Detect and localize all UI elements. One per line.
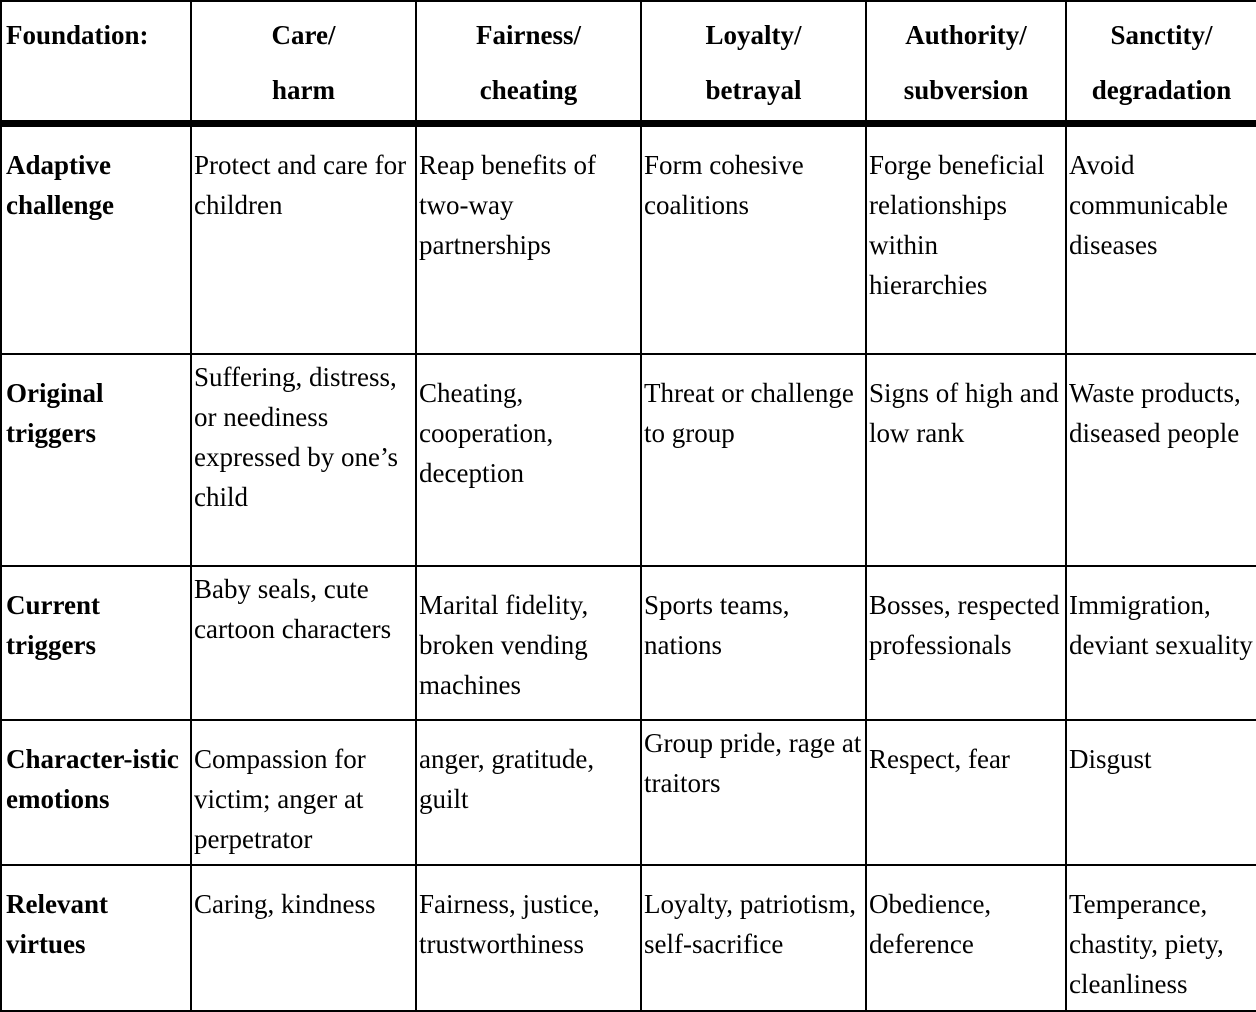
table-row-relevant-virtues (1, 865, 1256, 1011)
table-cell: Disgust (1066, 720, 1256, 865)
table-cell: Loyalty, patriotism, self-sacrifice (641, 865, 866, 1011)
header-foundation-label: Foundation: (1, 1, 191, 123)
table-cell: Reap benefits of two-way partnerships (416, 123, 641, 354)
table-cell: Fairness, justice, trustworthiness (416, 865, 641, 1011)
header-line-2: betrayal (705, 75, 802, 105)
header-authority-subversion (866, 1, 1066, 123)
table-body (1, 123, 1256, 1011)
table-cell: Waste products, diseased people (1066, 354, 1256, 566)
row-label: Relevant virtues (1, 865, 191, 1011)
table-cell: Protect and care for children (191, 123, 416, 354)
table-cell: Temperance, chastity, piety, cleanliness (1066, 865, 1256, 1011)
table-cell: Obedience, deference (866, 865, 1066, 1011)
table-cell: Immigration, deviant sexuality (1066, 566, 1256, 720)
table-cell: Marital fidelity, broken vending machines (416, 566, 641, 720)
header-loyalty-betrayal (641, 1, 866, 123)
table-row-characteristic-emotions (1, 720, 1256, 865)
table-cell: Compassion for victim; anger at perpetrator (191, 720, 416, 865)
table-cell: Baby seals, cute cartoon characters (191, 566, 416, 720)
header-line-2: degradation (1091, 75, 1232, 105)
table-row-adaptive-challenge (1, 123, 1256, 354)
header-line-1: Loyalty/ (705, 20, 802, 50)
table-cell: Sports teams, nations (641, 566, 866, 720)
header-line-2: harm (272, 75, 335, 105)
table-header (1, 1, 1256, 123)
table-cell: Cheating, cooperation, deception (416, 354, 641, 566)
table-cell: Respect, fear (866, 720, 1066, 865)
table-row-original-triggers (1, 354, 1256, 566)
row-label: Character-istic emotions (1, 720, 191, 865)
header-care-harm (191, 1, 416, 123)
header-row (1, 1, 1256, 123)
header-line-1: Care/ (271, 20, 336, 50)
row-label: Original triggers (1, 354, 191, 566)
header-line-1: Authority/ (905, 20, 1027, 50)
table-row-current-triggers (1, 566, 1256, 720)
table-cell: Threat or challenge to group (641, 354, 866, 566)
table-cell: Bosses, respected professionals (866, 566, 1066, 720)
header-line-2: cheating (479, 75, 578, 105)
row-label: Current triggers (1, 566, 191, 720)
header-fairness-cheating (416, 1, 641, 123)
header-line-1: Fairness/ (476, 20, 581, 50)
header-line-1: Sanctity/ (1110, 20, 1213, 50)
header-sanctity-degradation (1066, 1, 1256, 123)
table-cell: Signs of high and low rank (866, 354, 1066, 566)
table-cell: Group pride, rage at traitors (641, 720, 866, 865)
table-cell: Avoid communicable diseases (1066, 123, 1256, 354)
table-cell: Suffering, distress, or neediness expressed by one’s child (191, 354, 416, 566)
table-cell: Forge beneficial relationships within hierarchies (866, 123, 1066, 354)
row-label: Adaptive challenge (1, 123, 191, 354)
table-cell: Caring, kindness (191, 865, 416, 1011)
table-cell: Form cohesive coalitions (641, 123, 866, 354)
table-cell: anger, gratitude, guilt (416, 720, 641, 865)
header-line-2: subversion (903, 75, 1029, 105)
